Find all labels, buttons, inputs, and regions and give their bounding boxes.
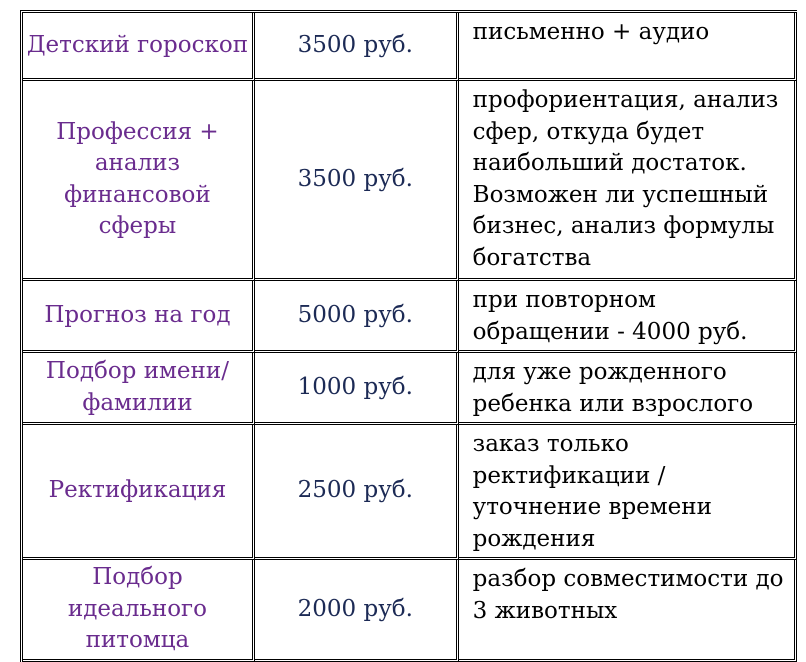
service-name: Подбор имени/ фамилии: [45, 358, 229, 416]
note-text: заказ только ректификации / уточнение времени рождения: [472, 431, 712, 552]
service-name: Профессия + анализ финансовой сферы: [56, 118, 219, 239]
service-name: Прогноз на год: [44, 301, 231, 328]
note-cell: [459, 425, 797, 560]
price-value: 3500 руб.: [297, 165, 413, 192]
price-cell: [255, 560, 459, 662]
price-cell: [255, 281, 459, 353]
note-text: разбор совместимости до 3 животных: [472, 566, 784, 624]
note-text: профориентация, анализ сфер, откуда будет наибольший достаток. Возможен ли успешный бизнес, анализ формулы богатства: [472, 87, 779, 271]
table-row: [23, 560, 797, 662]
table-row: [23, 281, 797, 353]
service-name-cell: [23, 353, 255, 425]
price-table: [20, 10, 797, 662]
note-cell: [459, 281, 797, 353]
service-name-cell: [23, 281, 255, 353]
service-name-cell: [23, 13, 255, 81]
table-row: [23, 13, 797, 81]
note-text: при повторном обращении - 4000 руб.: [472, 287, 748, 345]
price-value: 2000 руб.: [297, 595, 413, 622]
service-name: Детский гороскоп: [26, 31, 249, 58]
note-cell: [459, 81, 797, 281]
price-cell: [255, 425, 459, 560]
service-name-cell: [23, 425, 255, 560]
note-text: письменно + аудио: [472, 19, 710, 45]
price-value: 2500 руб.: [297, 477, 413, 504]
service-name-cell: [23, 560, 255, 662]
service-name-cell: [23, 81, 255, 281]
note-cell: [459, 353, 797, 425]
table-row: [23, 425, 797, 560]
price-value: 5000 руб.: [297, 301, 413, 328]
price-cell: [255, 13, 459, 81]
note-text: для уже рожденного ребенка или взрослого: [472, 359, 754, 417]
note-cell: [459, 13, 797, 81]
service-name: Ректификация: [48, 477, 227, 504]
price-value: 1000 руб.: [297, 373, 413, 400]
price-cell: [255, 353, 459, 425]
price-cell: [255, 81, 459, 281]
price-value: 3500 руб.: [297, 31, 413, 58]
table-row: [23, 81, 797, 281]
note-cell: [459, 560, 797, 662]
table-row: [23, 353, 797, 425]
service-name: Подбор идеального питомца: [67, 564, 207, 654]
